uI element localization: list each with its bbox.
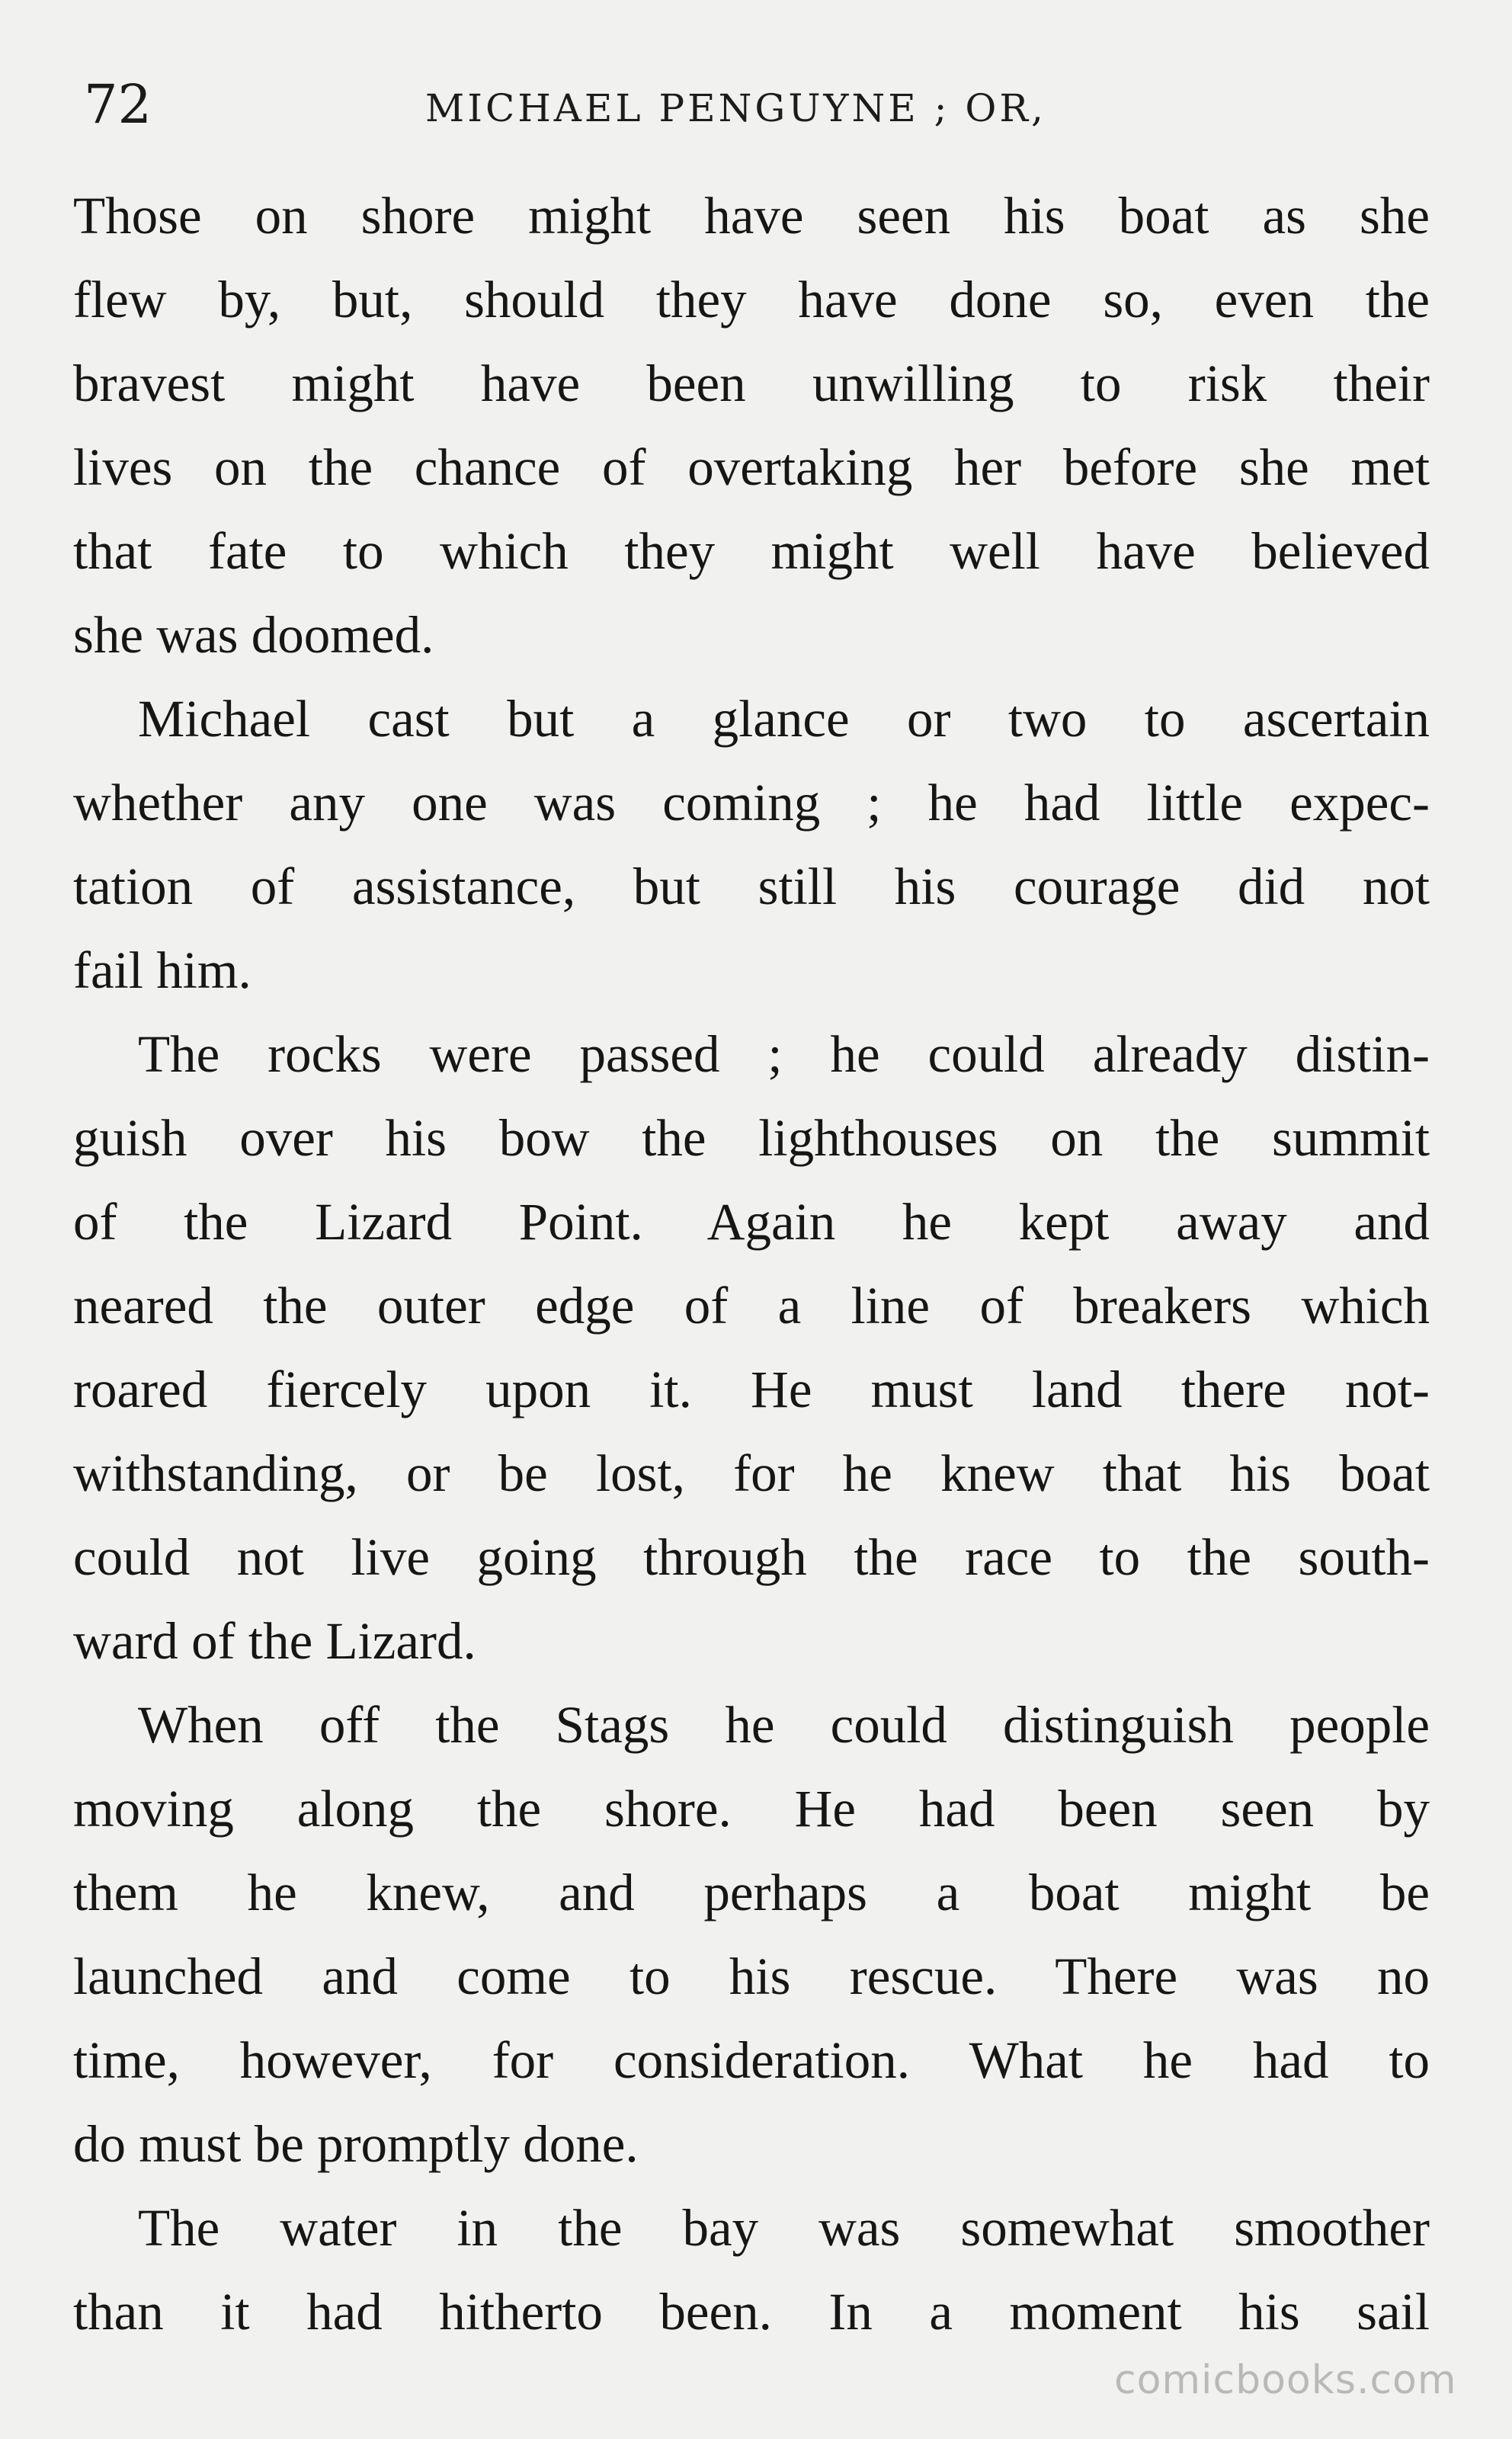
text-line: When off the Stags he could distinguish people — [138, 1696, 1430, 1754]
text-line: whether any one was coming ; he had little expec- — [73, 774, 1430, 832]
text-line: of the Lizard Point. Again he kept away and — [73, 1193, 1430, 1251]
text-line: than it had hitherto been. In a moment his sail — [73, 2283, 1430, 2341]
text-line: neared the outer edge of a line of breakers which — [73, 1277, 1430, 1335]
text-line: The water in the bay was somewhat smoother — [138, 2199, 1430, 2257]
text-line: moving along the shore. He had been seen by — [73, 1780, 1430, 1838]
text-line: do must be promptly done. — [73, 2115, 639, 2173]
text-line: time, however, for consideration. What he had to — [73, 2031, 1430, 2089]
text-line: bravest might have been unwilling to risk their — [73, 354, 1430, 412]
text-line: Michael cast but a glance or two to ascertain — [138, 690, 1430, 748]
text-line: them he knew, and perhaps a boat might be — [73, 1864, 1430, 1921]
watermark: comicbooks.com — [1114, 2357, 1457, 2403]
text-line: lives on the chance of overtaking her before she met — [73, 438, 1430, 496]
text-line: fail him. — [73, 941, 251, 999]
page-number: 72 — [84, 73, 152, 136]
text-line: she was doomed. — [73, 606, 434, 664]
text-line: launched and come to his rescue. There was no — [73, 1947, 1430, 2005]
running-head: MICHAEL PENGUYNE ; OR, — [425, 86, 1046, 130]
text-line: flew by, but, should they have done so, even the — [73, 271, 1430, 329]
text-line: guish over his bow the lighthouses on the summit — [73, 1109, 1430, 1167]
text-line: Those on shore might have seen his boat as she — [73, 187, 1430, 245]
text-line: The rocks were passed ; he could already distin- — [138, 1025, 1430, 1083]
page-header — [84, 70, 1440, 139]
text-line: tation of assistance, but still his courage did not — [73, 857, 1430, 915]
text-line: roared fiercely upon it. He must land there not- — [73, 1361, 1430, 1418]
text-line: withstanding, or be lost, for he knew that his boat — [73, 1444, 1430, 1502]
text-line: could not live going through the race to the south- — [73, 1528, 1430, 1586]
text-line: that fate to which they might well have believed — [73, 522, 1430, 580]
text-line: ward of the Lizard. — [73, 1612, 476, 1670]
body-text — [73, 174, 1430, 2354]
